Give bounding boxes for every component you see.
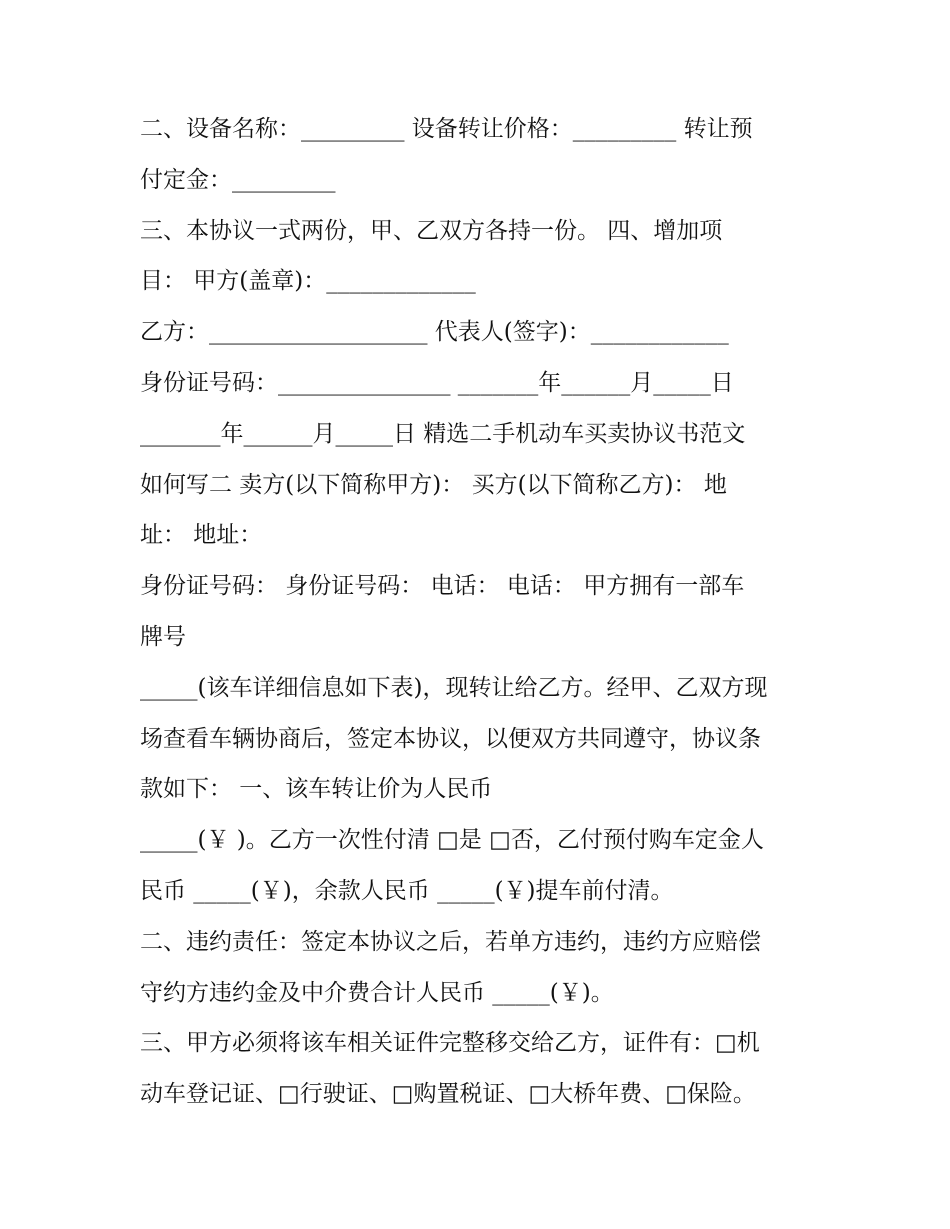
text-line: 守约方违约金及中介费合计人民币 _____(￥)。 xyxy=(140,979,614,1006)
document-body xyxy=(140,104,830,1120)
text-line: _____(该车详细信息如下表)，现转让给乙方。经甲、乙双方现 xyxy=(140,674,768,701)
text-line: 二、违约责任：签定本协议之后，若单方违约，违约方应赔偿 xyxy=(140,928,761,955)
text-line: _______年______月_____日 精选二手机动车买卖协议书范文 xyxy=(140,420,746,447)
text-line: 民币 _____(￥)，余款人民币 _____(￥)提车前付清。 xyxy=(140,877,674,904)
text-line: 场查看车辆协商后，签定本协议，以便双方共同遵守，协议条 xyxy=(140,725,761,752)
text-line: 如何写二 卖方(以下简称甲方)： 买方(以下简称乙方)： 地 xyxy=(140,471,727,498)
text-line: 款如下： 一、该车转让价为人民币 xyxy=(140,776,493,803)
text-line: 动车登记证、□行驶证、□购置税证、□大桥年费、□保险。 xyxy=(140,1081,756,1108)
text-line: 付定金：_________ xyxy=(140,166,336,193)
text-line: 乙方：___________________ 代表人(签字)：____________ xyxy=(140,319,729,346)
text-line: _____(￥ )。乙方一次性付清 □是 □否，乙付预付购车定金人 xyxy=(140,827,764,854)
text-line: 牌号 xyxy=(140,623,186,650)
text-line: 三、本协议一式两份，甲、乙双方各持一份。 四、增加项 xyxy=(140,217,723,244)
text-line: 身份证号码： 身份证号码： 电话： 电话： 甲方拥有一部车 xyxy=(140,573,745,600)
text-line: 二、设备名称：_________ 设备转让价格：_________ 转让预 xyxy=(140,116,753,142)
text-line: 址： 地址： xyxy=(140,522,263,549)
text-line: 身份证号码：_______________ _______年______月_____日 xyxy=(140,369,734,396)
text-line: 目： 甲方(盖章)：_____________ xyxy=(140,268,476,295)
text-line: 三、甲方必须将该车相关证件完整移交给乙方，证件有：□机 xyxy=(140,1030,760,1057)
